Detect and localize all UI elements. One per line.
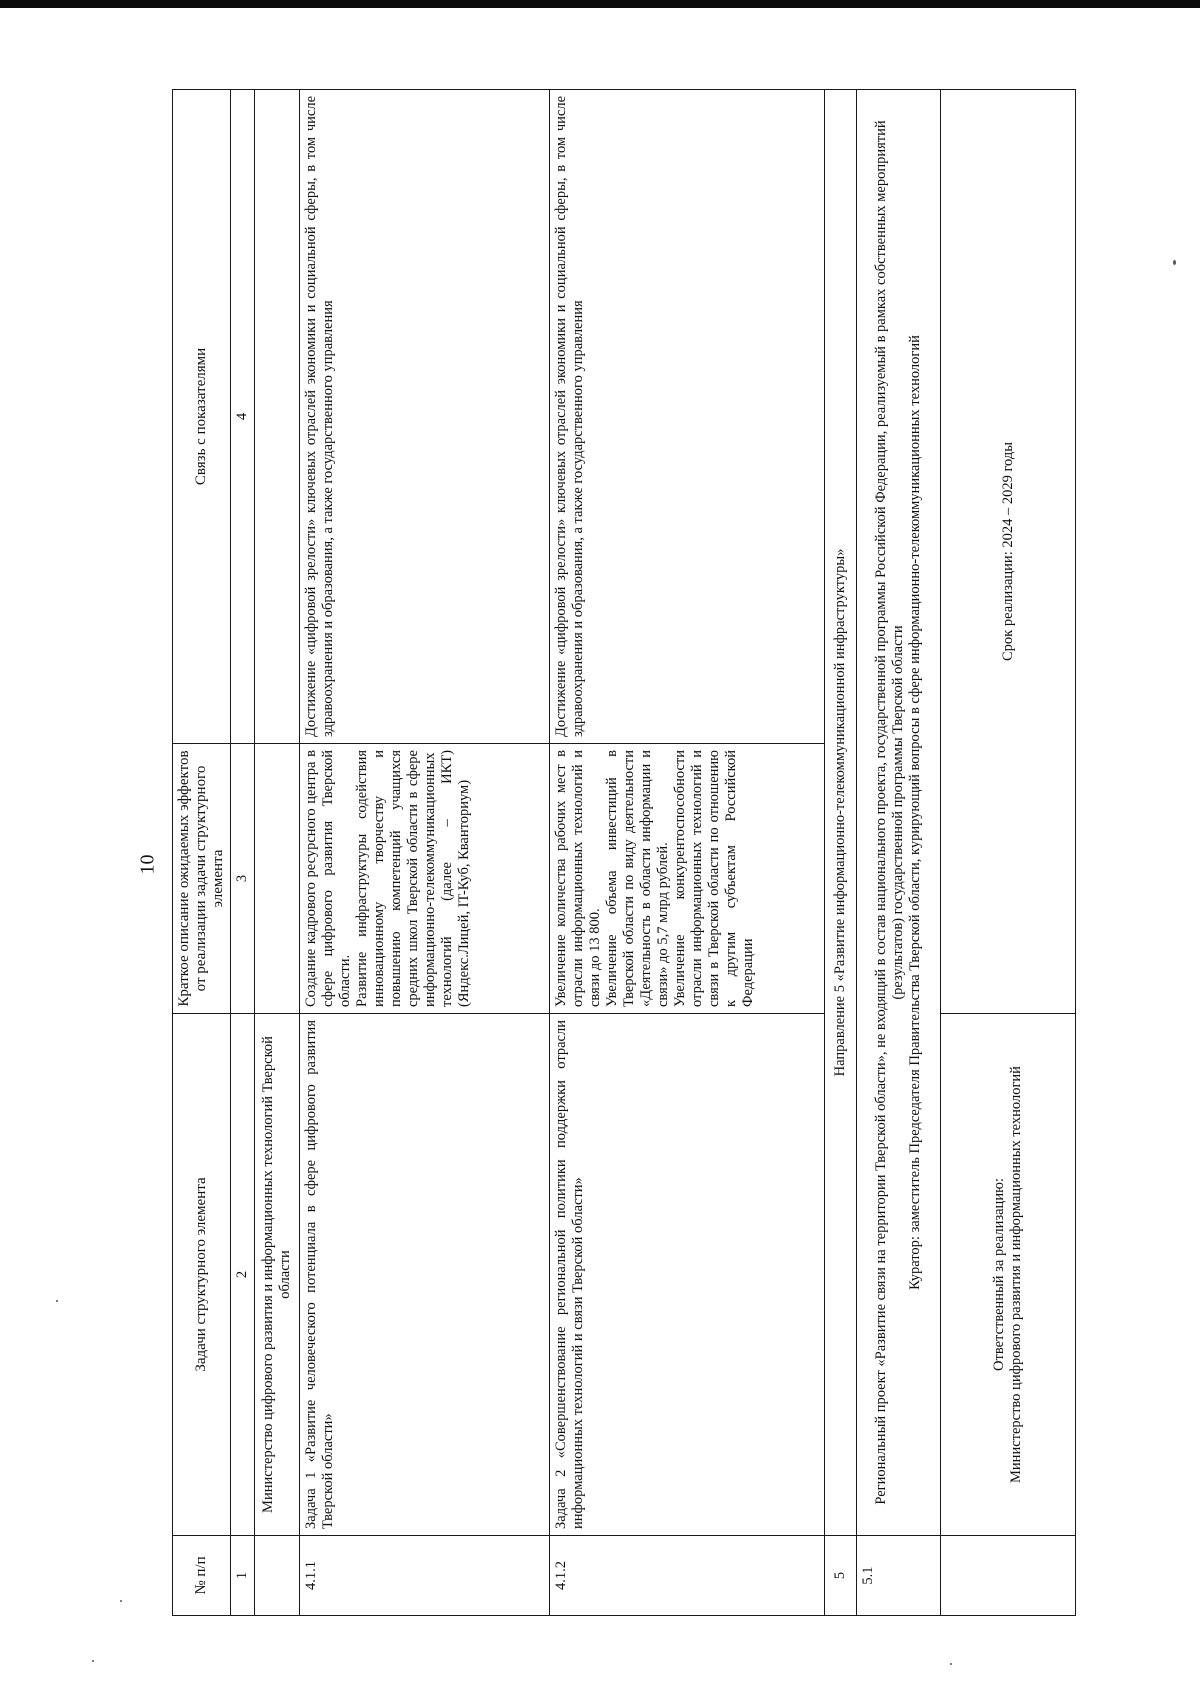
project-number: 5.1 xyxy=(857,1536,941,1616)
table-row xyxy=(550,90,825,1616)
responsible-cell xyxy=(941,1014,1076,1536)
column-number: 1 xyxy=(231,1536,255,1616)
responsible-label: Ответственный за реализацию: xyxy=(991,1178,1007,1371)
effect-cell: Создание кадрового ресурсного центра в сфере цифрового развития Тверской области. Развитие инфраструктуры содействия инновационному творчеству и повышению компетенций учащихся средних школ Тверской области в сфере информационно-телекоммуникационных технологий (далее – ИКТ) (Яндекс.Лицей, IT-Куб, Кванториум) xyxy=(300,744,550,1014)
column-number: 2 xyxy=(231,1014,255,1536)
project-curator: Куратор: заместитель Председателя Правительства Тверской области, курирующий вопросы в сфере информационно-телекоммуникационных технологий xyxy=(907,335,923,1290)
structural-element-table xyxy=(172,89,1076,1616)
direction-number: 5 xyxy=(825,1536,857,1616)
table-header-row xyxy=(173,90,231,1616)
scan-speck xyxy=(92,1660,94,1662)
scan-top-edge xyxy=(0,0,1200,8)
ministry-row xyxy=(255,90,300,1616)
page-number: 10 xyxy=(136,854,159,875)
direction-title: Направление 5 «Развитие информационно-телекоммуникационной инфраструктуры» xyxy=(825,90,857,1536)
empty-cell xyxy=(255,1536,300,1616)
header-tasks: Задачи структурного элемента xyxy=(173,1014,231,1536)
column-number: 3 xyxy=(231,744,255,1014)
scan-speck xyxy=(120,1600,122,1602)
project-description xyxy=(857,90,941,1536)
table-row xyxy=(300,90,550,1616)
rotated-table-page xyxy=(172,90,1076,1616)
task-cell: Задача 1 «Развитие человеческого потенциала в сфере цифрового развития Тверской области» xyxy=(300,1014,550,1536)
indicator-link-cell: Достижение «цифровой зрелости» ключевых отраслей экономики и социальной сферы, в том числе здравоохранения и образования, а также государственного управления xyxy=(550,90,825,744)
scan-speck xyxy=(950,1663,952,1665)
project-title: Региональный проект «Развитие связи на территории Тверской области», не входящий в состав национального проекта, государственной программы Российской Федерации, реализуемый в рамках собственных мероприятий (результатов) государственной программы Тверской области xyxy=(873,120,906,1505)
project-meta-row xyxy=(941,90,1076,1616)
row-number: 4.1.2 xyxy=(550,1536,825,1616)
row-number: 4.1.1 xyxy=(300,1536,550,1616)
task-cell: Задача 2 «Совершенствование региональной политики поддержки отрасли информационных технологий и связи Тверской области» xyxy=(550,1014,825,1536)
empty-cell xyxy=(941,1536,1076,1616)
term-cell: Срок реализации: 2024 – 2029 годы xyxy=(941,90,1076,1014)
empty-cell xyxy=(255,744,300,1014)
responsible-value: Министерство цифрового развития и информационных технологий xyxy=(1008,1066,1024,1483)
indicator-link-cell: Достижение «цифровой зрелости» ключевых отраслей экономики и социальной сферы, в том числе здравоохранения и образования, а также государственного управления xyxy=(300,90,550,744)
direction-row xyxy=(825,90,857,1616)
header-effects: Краткое описание ожидаемых эффектов от реализации задачи структурного элемента xyxy=(173,744,231,1014)
ministry-name: Министерство цифрового развития и информационных технологий Тверской области xyxy=(255,1014,300,1536)
scan-speck xyxy=(1173,260,1176,265)
column-number-row xyxy=(231,90,255,1616)
empty-cell xyxy=(255,90,300,744)
scan-speck xyxy=(56,1300,58,1302)
column-number: 4 xyxy=(231,90,255,744)
header-link: Связь с показателями xyxy=(173,90,231,744)
project-row xyxy=(857,90,941,1616)
effect-cell: Увеличение количества рабочих мест в отрасли информационных технологий и связи до 13 800. Увеличение объема инвестиций в Тверской области по виду деятельности «Деятельность в области информации и связи» до 5,7 млрд рублей. Увеличение конкурентоспособности отрасли информационных технологий и связи в Тверской области по отношению к другим субъектам Российской Федерации xyxy=(550,744,825,1014)
header-num: № п/п xyxy=(173,1536,231,1616)
